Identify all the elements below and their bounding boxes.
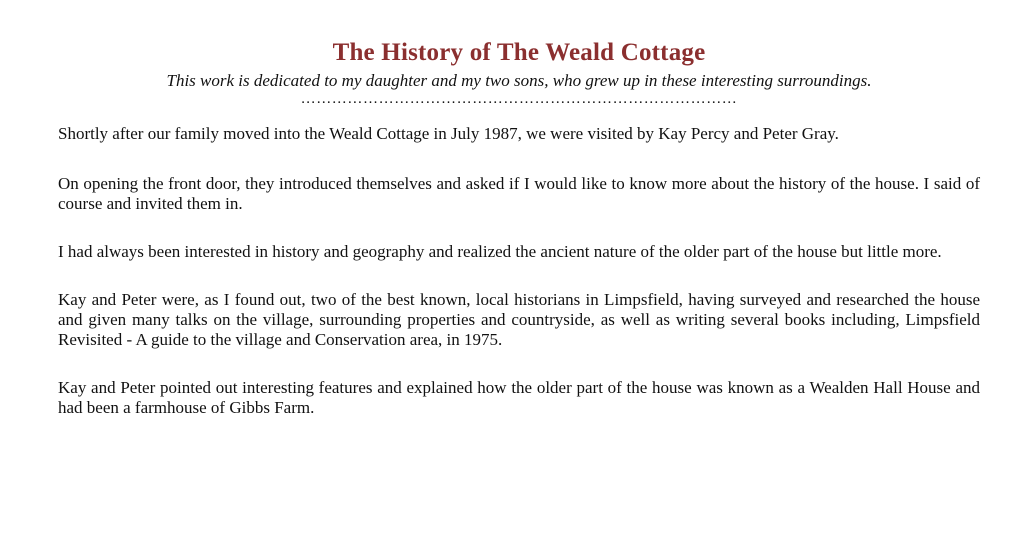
dotted-separator: ………………………………………………………………………… <box>300 92 738 107</box>
paragraph: Kay and Peter were, as I found out, two of the best known, local historians in Limpsfield, having surveyed and researched the house and given many talks on the village, surrounding properties and countryside, as well as writing several books including, Limpsfield Revisited - A guide to the village and Conservation area, in 1975. <box>58 290 980 349</box>
paragraph: Shortly after our family moved into the Weald Cottage in July 1987, we were visited by Kay Percy and Peter Gray. <box>58 124 839 143</box>
paragraph: Kay and Peter pointed out interesting features and explained how the older part of the house was known as a Wealden Hall House and had been a farmhouse of Gibbs Farm. <box>58 378 980 417</box>
paragraph: I had always been interested in history and geography and realized the ancient nature of the older part of the house but little more. <box>58 242 942 261</box>
paragraph: On opening the front door, they introduced themselves and asked if I would like to know more about the history of the house. I said of course and invited them in. <box>58 174 980 213</box>
body-text <box>58 124 980 418</box>
dedication: This work is dedicated to my daughter and my two sons, who grew up in these interesting surroundings. <box>166 71 872 90</box>
page-title: The History of The Weald Cottage <box>332 39 706 66</box>
document-page <box>58 0 980 446</box>
